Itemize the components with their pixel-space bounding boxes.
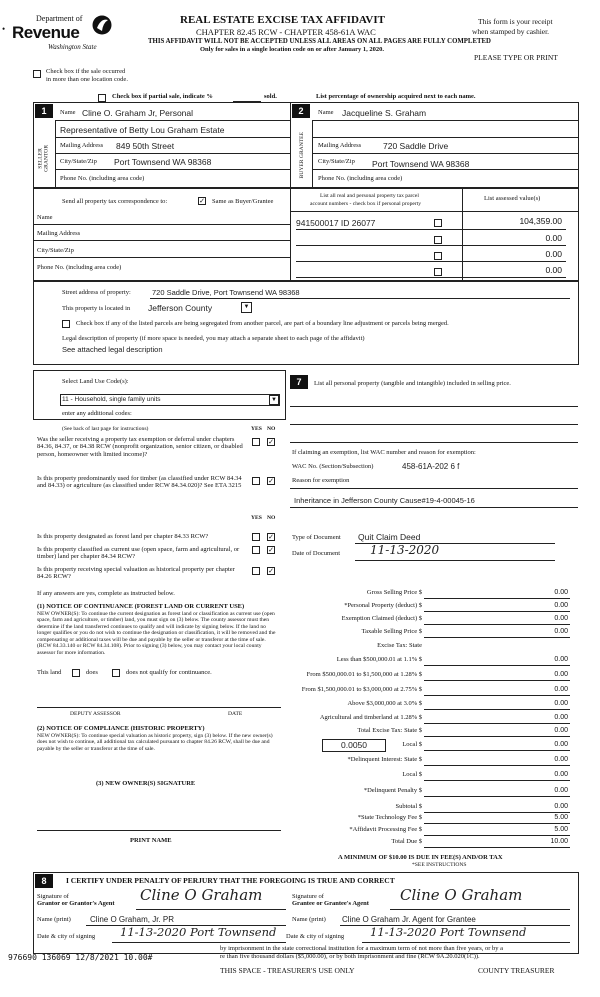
tax-label-3: Taxable Selling Price $ [361, 628, 422, 635]
buyer-side-label: BUYER GRANTEE [298, 131, 305, 179]
buyer-city-line [313, 169, 579, 170]
receipt-note-2: when stamped by cashier. [472, 27, 550, 36]
grantee-name-label: Name (print) [292, 916, 326, 923]
single-use-note: Only for sales in a single location code on or after January 1, 2020. [200, 46, 384, 53]
tax-line-9 [424, 723, 570, 724]
corr-phone-label: Phone No. (including area code) [37, 264, 122, 271]
section-7-number: 7 [290, 375, 308, 389]
receipt-note-1: This form is your receipt [478, 17, 553, 26]
tax-line-17 [424, 835, 570, 836]
reason-value[interactable]: Inheritance in Jefferson County Cause#19-4-00045-16 [294, 496, 475, 505]
seller-name2-line [56, 137, 290, 138]
street-value[interactable]: 720 Saddle Drive, Port Townsend WA 98368 [152, 288, 300, 297]
located-label: This property is located in [62, 305, 131, 312]
seller-city-line [56, 169, 290, 170]
buyer-name-value[interactable]: Jacqueline S. Graham [342, 108, 427, 118]
form-chapter: CHAPTER 82.45 RCW - CHAPTER 458-61A WAC [196, 27, 376, 37]
print-name-line [37, 830, 281, 831]
local-rate-box[interactable]: 0.0050 [322, 739, 386, 752]
correspondence-divider [290, 188, 291, 281]
seller-name-line [56, 120, 290, 121]
county-treasurer-label: COUNTY TREASURER [478, 966, 555, 975]
tax-line-13 [424, 780, 570, 781]
tax-line-18 [424, 847, 570, 848]
correspondence-label: Send all property tax correspondence to: [62, 198, 168, 205]
buyer-mailing-line [313, 153, 579, 154]
q4-yes-checkbox[interactable] [252, 546, 260, 554]
parcel-line-3 [296, 261, 566, 262]
grantor-date-line [112, 942, 286, 943]
tax-value-6[interactable]: 0.00 [554, 671, 568, 678]
tax-label-13: Local $ [402, 771, 422, 778]
parcel-account-1[interactable]: 941500017 ID 26077 [296, 218, 376, 228]
land-use-code-select[interactable]: 11 - Household, single family units [62, 396, 161, 403]
seller-name-value[interactable]: Cline O. Graham Jr, Personal [82, 108, 194, 118]
parcel-value-2[interactable]: 0.00 [545, 233, 562, 243]
corr-city-label: City/State/Zip [37, 247, 74, 254]
buyer-mailing-label: Mailing Address [318, 142, 362, 149]
tax-label-5: Less than $500,000.01 at 1.1% $ [336, 656, 422, 663]
multi-location-label-1: Check box if the sale occurred [46, 68, 126, 75]
tax-value-11[interactable]: 0.00 [554, 741, 568, 748]
tax-line-7 [424, 695, 570, 696]
tax-label-16: *State Technology Fee $ [357, 814, 422, 821]
segregated-label: Check box if any of the listed parcels are being segregated from another parcel, are part of a boundary line adjustment or parcels being merged. [76, 320, 449, 327]
section-2-number: 2 [292, 104, 310, 118]
tax-label-2: Exemption Claimed (deduct) $ [341, 615, 422, 622]
seller-name-label: Name [60, 109, 76, 116]
recording-stamp: 976690 136069 12/8/2021 10.00# [8, 953, 153, 962]
tax-label-10: Total Excise Tax: State $ [357, 727, 422, 734]
tax-line-10 [424, 736, 570, 737]
ownership-pct-note: List percentage of ownership acquired next to each name. [316, 93, 476, 100]
form-title: REAL ESTATE EXCISE TAX AFFIDAVIT [180, 14, 385, 26]
tax-value-3[interactable]: 0.00 [554, 628, 568, 635]
buyer-phone-label: Phone No. (including area code) [318, 175, 403, 182]
tax-value-1[interactable]: 0.00 [554, 602, 568, 609]
seller-side-label: SELLER GRANTOR [37, 144, 50, 172]
tax-label-0: Gross Selling Price $ [366, 589, 422, 596]
same-as-buyer-label: Same as Buyer/Grantee [212, 198, 274, 205]
seller-city-value[interactable]: Port Townsend WA 98368 [114, 157, 212, 167]
tax-line-16 [424, 823, 570, 824]
tax-label-7: From $1,500,000.01 to $3,000,000 at 2.75% $ [301, 686, 422, 693]
doc-date-label: Date of Document [292, 550, 341, 557]
section-1-number: 1 [35, 104, 53, 118]
wac-value[interactable]: 458-61A-202 6 f [402, 462, 460, 471]
notice2-body: NEW OWNER(S): To continue special valuation as historic property, sign (3) below. If the new owner(s) does not wish to continue, all additional tax calculated pursuant to chapter 84.26 RCW, shall be due and payable by the seller or transferor at the time of sale. [37, 733, 273, 752]
wac-label: WAC No. (Section/Subsection) [292, 463, 374, 470]
section7-label: List all personal property (tangible and intangible) included in selling price. [314, 380, 511, 387]
parcel-header-line [291, 211, 579, 212]
dept-line2: Revenue [12, 23, 80, 42]
grantee-date-label: Date & city of signing [286, 933, 345, 940]
tax-value-5[interactable]: 0.00 [554, 656, 568, 663]
notice1-body: NEW OWNER(S): To continue the current designation as forest land or classification as current use (open space, farm and agriculture, or timber) land, you must sign on (3) below. The county assessor must then determine if the land transferred continues to qualify and will indicate by signing below. If the land no longer qualifies or you do not wish to continue the designation or classification, it will be removed and the compensating or additional taxes will be due and payable by the seller or transferor at the time of sale. (RCW 84.33.140 or RCW 84.34.108). Prior to signing (3) below, you may contact your local county assessor for more information. [37, 611, 276, 656]
q3-yes-checkbox[interactable] [252, 533, 260, 541]
land-use-label: Select Land Use Code(s): [62, 378, 129, 385]
legal-label: Legal description of property (if more space is needed, you may attach a separate sheet to each page of the affidavit) [62, 335, 365, 342]
assessed-value-header: List assessed value(s) [484, 195, 541, 202]
parcel-personal-checkbox-4[interactable] [434, 268, 442, 276]
tax-label-1: *Personal Property (deduct) $ [344, 602, 422, 609]
if-yes-note: If any answers are yes, complete as instructed below. [37, 590, 175, 597]
seller-mailing-label: Mailing Address [60, 142, 104, 149]
print-name-label: PRINT NAME [130, 837, 172, 844]
tax-label-15: Subtotal $ [395, 803, 422, 810]
yes-header-1: YES [251, 426, 262, 432]
tax-label-4: Excise Tax: State [377, 642, 422, 649]
perjury-note-1: by imprisonment in the state correctional institution for a maximum term of not more than five years, or by a [220, 945, 504, 952]
does-label: does [86, 669, 98, 676]
parcel-personal-checkbox-1[interactable] [434, 219, 442, 227]
q5-no-checkbox[interactable]: ✓ [268, 567, 274, 575]
section7-line-2 [290, 424, 578, 425]
tax-line-11 [424, 750, 570, 751]
tax-label-18: Total Due $ [391, 838, 422, 845]
tax-value-9[interactable]: 0.00 [554, 714, 568, 721]
q1-text: Was the seller receiving a property tax exemption or deferral under chapters 84.36, 84.37, or 84.38 RCW (nonprofit organization, senior citizen, or disabled person, homeowner with limited income)? [37, 436, 243, 458]
parcel-value-1[interactable]: 104,359.00 [519, 216, 562, 226]
deputy-label: DEPUTY ASSESSOR [70, 711, 121, 717]
tax-line-6 [424, 680, 570, 681]
tax-value-12[interactable]: 0.00 [554, 756, 568, 763]
grantee-signature[interactable]: Cline O Graham [400, 886, 523, 904]
notice1-title: (1) NOTICE OF CONTINUANCE (FOREST LAND OR CURRENT USE) [37, 603, 245, 610]
grantor-name-value[interactable]: Cline O Graham, Jr. PR [90, 915, 175, 924]
land-use-dropdown-icon[interactable]: ▼ [269, 395, 279, 405]
grantee-date-value[interactable]: 11-13-2020 Port Townsend [370, 925, 527, 939]
buyer-name-line [313, 120, 579, 121]
perjury-note-2: re than five thousand dollars ($5,000.00), or by both imprisonment and fine (RCW 9A.20.020(1C)). [220, 953, 480, 960]
corr-city-line [34, 257, 290, 258]
parcel-line-1 [296, 229, 566, 230]
form-warning: THIS AFFIDAVIT WILL NOT BE ACCEPTED UNLESS ALL AREAS ON ALL PAGES ARE FULLY COMPLETED [148, 38, 491, 45]
tax-line-3 [424, 637, 570, 638]
no-header-1: NO [267, 426, 276, 432]
tax-value-15[interactable]: 0.00 [554, 803, 568, 810]
doc-type-value[interactable]: Quit Claim Deed [358, 532, 421, 542]
grantee-name-value[interactable]: Cline O Graham Jr. Agent for Grantee [342, 915, 476, 924]
does-not-qualify-checkbox[interactable] [112, 669, 120, 677]
buyer-side-rule [312, 120, 313, 188]
q3-no-checkbox[interactable]: ✓ [268, 533, 274, 541]
tax-line-12 [424, 765, 570, 766]
bullet-dot: • [2, 24, 6, 34]
segregated-checkbox[interactable] [62, 320, 70, 328]
tax-label-12: *Delinquent Interest: State $ [347, 756, 422, 763]
buyer-city-value[interactable]: Port Townsend WA 98368 [372, 159, 470, 169]
date-label: DATE [228, 711, 243, 717]
notice2-title: (2) NOTICE OF COMPLIANCE (HISTORIC PROPERTY) [37, 725, 205, 732]
q4-text: Is this property classified as current use (open space, farm and agricultural, or timber) land per chapter 84.34 RCW? [37, 546, 240, 561]
grantor-sig-label-2: Grantor or Grantor's Agent [37, 900, 115, 907]
tax-line-0 [424, 598, 570, 599]
grantee-date-line [362, 942, 570, 943]
seller-city-label: City/State/Zip [60, 158, 97, 165]
tax-line-5 [424, 665, 570, 666]
new-owner-sig-label: (3) NEW OWNER(S) SIGNATURE [96, 780, 196, 787]
multi-location-label-2: in more than one location code. [46, 76, 128, 83]
doc-type-label: Type of Document [292, 534, 341, 541]
partial-sold-label: sold. [264, 93, 277, 100]
dept-line1: Department of [36, 14, 83, 23]
buyer-mailing-value[interactable]: 720 Saddle Drive [383, 141, 449, 151]
tax-value-7[interactable]: 0.00 [554, 686, 568, 693]
tax-value-18[interactable]: 10.00 [550, 838, 568, 845]
partial-sale-checkbox[interactable] [98, 94, 106, 102]
parcel-header-2: account numbers - check box if personal property [310, 201, 422, 207]
parcel-personal-checkbox-2[interactable] [434, 236, 442, 244]
grantee-sig-line [390, 909, 570, 910]
tax-label-17: *Affidavit Processing Fee $ [349, 826, 422, 833]
tax-line-1 [424, 611, 570, 612]
tax-label-14: *Delinquent Penalty $ [363, 787, 422, 794]
corr-mailing-label: Mailing Address [37, 230, 81, 237]
grantee-sig-label-2: Grantee or Grantee's Agent [292, 900, 369, 907]
additional-codes-label: enter any additional codes: [62, 410, 132, 417]
parcel-personal-checkbox-3[interactable] [434, 252, 442, 260]
tax-value-13[interactable]: 0.00 [554, 771, 568, 778]
street-label: Street address of property: [62, 289, 131, 296]
buyer-city-label: City/State/Zip [318, 158, 355, 165]
corr-name-line [34, 224, 290, 225]
multi-location-checkbox[interactable] [33, 70, 41, 78]
legal-value[interactable]: See attached legal description [62, 345, 163, 354]
exemption-label: If claiming an exemption, list WAC number and reason for exemption: [292, 449, 476, 456]
tax-line-14 [424, 796, 570, 797]
tax-value-0[interactable]: 0.00 [554, 589, 568, 596]
tax-value-16[interactable]: 5.00 [554, 814, 568, 821]
dor-logo [8, 10, 128, 56]
section-8-number: 8 [35, 874, 53, 888]
does-not-label: does not qualify for continuance. [126, 669, 212, 676]
partial-sale-label: Check box if partial sale, indicate % [112, 93, 213, 100]
parcel-value-3[interactable]: 0.00 [545, 249, 562, 259]
tax-label-8: Above $3,000,000 at 3.0% $ [347, 700, 422, 707]
q2-yes-checkbox[interactable] [252, 477, 260, 485]
grantor-sig-line [136, 909, 286, 910]
grantor-name-label: Name (print) [37, 916, 71, 923]
same-as-buyer-checkbox[interactable]: ✓ [199, 197, 205, 205]
treasurer-use-label: THIS SPACE - TREASURER'S USE ONLY [220, 966, 355, 975]
yes-header-2: YES [251, 515, 262, 521]
minimum-note: A MINIMUM OF $10.00 IS DUE IN FEE(S) AND/OR TAX [338, 854, 503, 861]
grantor-date-label: Date & city of signing [37, 933, 96, 940]
buyer-name-label: Name [318, 109, 334, 116]
type-or-print: PLEASE TYPE OR PRINT [474, 53, 558, 62]
section7-line-1 [290, 406, 578, 407]
seller-mailing-line [56, 153, 290, 154]
parcel-header-1: List all real and personal property tax parcel [320, 193, 419, 199]
certify-statement: I CERTIFY UNDER PENALTY OF PERJURY THAT THE FOREGOING IS TRUE AND CORRECT [66, 876, 395, 885]
seller-mailing-value[interactable]: 849 50th Street [116, 141, 175, 151]
q2-no-checkbox[interactable]: ✓ [268, 477, 274, 485]
deputy-line [37, 707, 281, 708]
parcel-value-4[interactable]: 0.00 [545, 265, 562, 275]
grantor-signature[interactable]: Cline O Graham [140, 886, 263, 904]
county-dropdown-icon[interactable]: ▼ [241, 302, 252, 313]
tax-value-10[interactable]: 0.00 [554, 727, 568, 734]
corr-name-label: Name [37, 214, 53, 221]
q2-text: Is this property predominantly used for timber (as classified under RCW 84.34 and 84.33) or agriculture (as classified under RCW 84.34.020)? See ETA 3215 [37, 475, 242, 490]
see-back-note: (See back of last page for instructions) [62, 426, 149, 432]
reason-label: Reason for exemption [292, 477, 350, 484]
buyer-name2-line [313, 137, 579, 138]
grantor-sig-label-1: Signature of [37, 893, 69, 900]
dor-emblem-icon [92, 14, 112, 36]
q1-no-checkbox[interactable]: ✓ [268, 438, 274, 446]
see-instructions-note: *SEE INSTRUCTIONS [412, 862, 467, 868]
corr-mailing-line [34, 240, 290, 241]
q5-yes-checkbox[interactable] [252, 567, 260, 575]
tax-label-9: Agricultural and timberland at 1.28% $ [319, 714, 422, 721]
this-land-label: This land [37, 669, 62, 676]
doc-date-line [355, 560, 555, 561]
q1-yes-checkbox[interactable] [252, 438, 260, 446]
dept-line3: Washington State [48, 43, 97, 51]
q4-no-checkbox[interactable]: ✓ [268, 546, 274, 554]
section7-line-3 [290, 442, 578, 443]
q3-text: Is this property designated as forest land per chapter 84.33 RCW? [37, 533, 209, 540]
street-line [150, 298, 570, 299]
tax-label-6: From $500,000.01 to $1,500,000 at 1.28% $ [306, 671, 422, 678]
parcel-line-2 [296, 245, 566, 246]
tax-label-11: Local $ [402, 741, 422, 748]
tax-line-2 [424, 624, 570, 625]
grantee-sig-label-1: Signature of [292, 893, 324, 900]
parcel-line-4 [296, 277, 566, 278]
land-use-select-border [60, 394, 280, 406]
county-select[interactable]: Jefferson County [148, 303, 213, 313]
doc-date-value[interactable]: 11-13-2020 [370, 543, 440, 557]
seller-side-rule [55, 120, 56, 188]
value-divider [462, 188, 463, 281]
tax-value-2[interactable]: 0.00 [554, 615, 568, 622]
grantor-date-value[interactable]: 11-13-2020 Port Townsend [120, 925, 277, 939]
reason-line-1 [290, 488, 578, 489]
tax-value-17[interactable]: 5.00 [554, 826, 568, 833]
reason-line-2 [290, 507, 578, 508]
does-qualify-checkbox[interactable] [72, 669, 80, 677]
tax-value-8[interactable]: 0.00 [554, 700, 568, 707]
tax-line-15 [424, 812, 570, 813]
no-header-2: NO [267, 515, 276, 521]
tax-line-8 [424, 709, 570, 710]
seller-buyer-divider [290, 102, 291, 188]
seller-phone-label: Phone No. (including area code) [60, 175, 145, 182]
seller-name-value-2[interactable]: Representative of Betty Lou Graham Estate [60, 125, 225, 135]
q5-text: Is this property receiving special valuation as historical property per chapter 84.26 RCW? [37, 566, 235, 581]
tax-value-14[interactable]: 0.00 [554, 787, 568, 794]
